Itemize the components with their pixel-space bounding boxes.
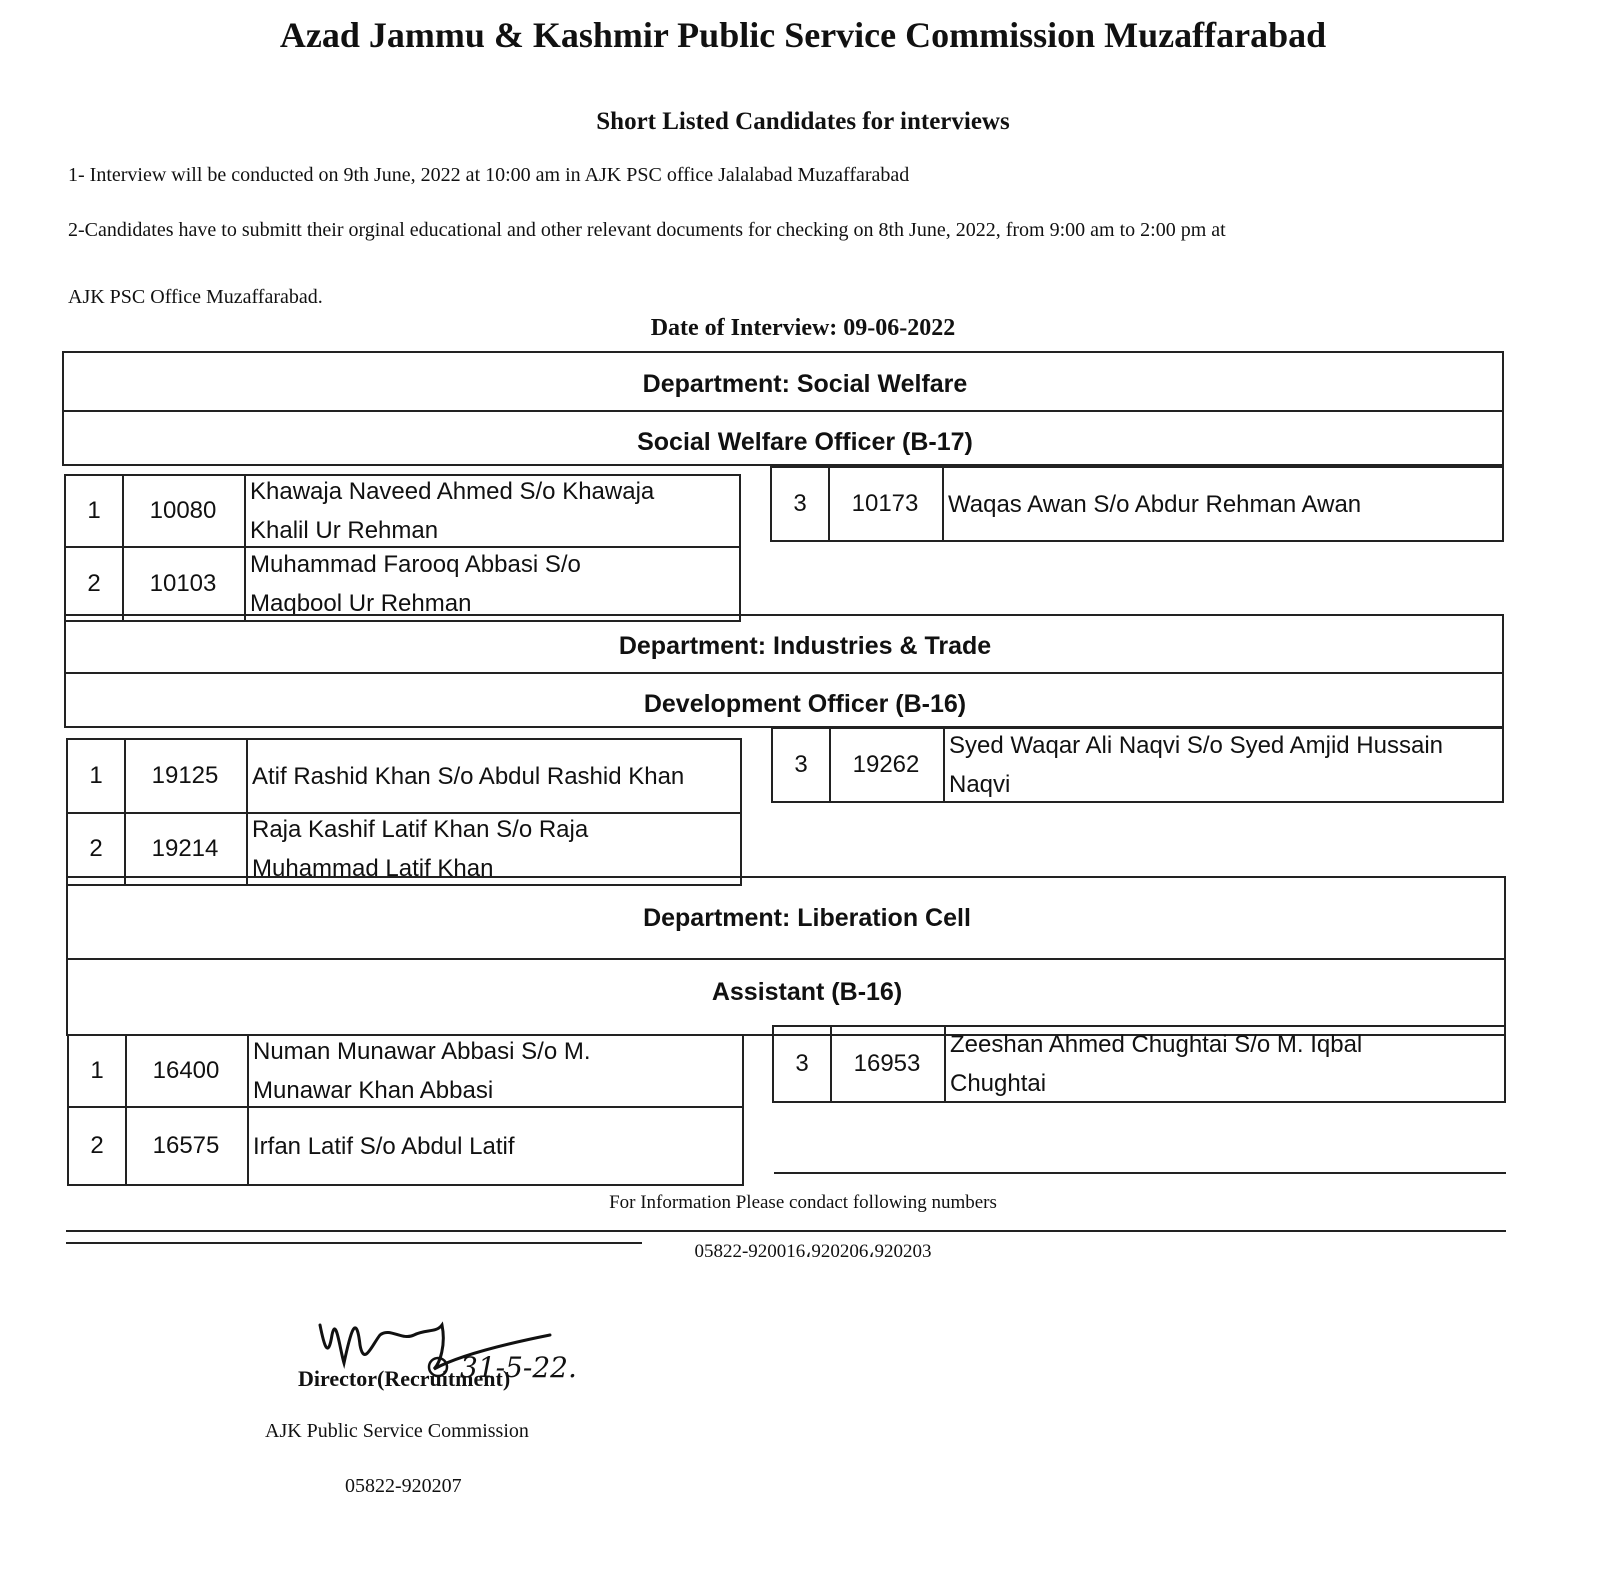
note-document-checking: 2-Candidates have to submitt their orginal educational and other relevant documents for checking on 8th June, 2022, from 9:00 am to 2:00 pm at xyxy=(68,219,1226,241)
page-subtitle: Short Listed Candidates for interviews xyxy=(596,108,1010,135)
signature-date: 31-5-22. xyxy=(460,1351,577,1384)
signatory-designation: Director(Recruitment) xyxy=(298,1366,511,1391)
roll-number: 10103 xyxy=(122,548,246,620)
candidate-row xyxy=(66,738,742,814)
candidate-name: Atif Rashid Khan S/o Abdul Rashid Khan xyxy=(252,762,685,790)
department-heading: Department: Social Welfare xyxy=(642,370,968,398)
roll-number: 16575 xyxy=(125,1108,249,1184)
page-title: Azad Jammu & Kashmir Public Service Commission Muzaffarabad xyxy=(279,15,1327,55)
section-header-frame xyxy=(66,876,1506,1036)
serial-number: 3 xyxy=(774,1027,832,1101)
roll-number: 16953 xyxy=(830,1027,946,1101)
serial-number: 2 xyxy=(66,548,124,620)
candidate-name: Waqas Awan S/o Abdur Rehman Awan xyxy=(948,490,1362,518)
department-heading: Department: Liberation Cell xyxy=(643,904,971,932)
post-heading: Social Welfare Officer (B-17) xyxy=(637,428,973,456)
roll-number: 19262 xyxy=(829,729,945,801)
divider xyxy=(774,1172,1506,1174)
candidate-row xyxy=(67,1106,744,1186)
serial-number: 2 xyxy=(68,814,126,884)
candidate-name: Numan Munawar Abbasi S/o M. Munawar Khan Abbasi xyxy=(253,1038,591,1104)
candidate-row xyxy=(64,546,741,622)
divider xyxy=(66,1230,1506,1232)
roll-number: 16400 xyxy=(125,1036,249,1106)
serial-number: 3 xyxy=(772,468,830,540)
contact-numbers: 05822-920016،920206،920203 xyxy=(694,1241,932,1262)
candidate-name: Khawaja Naveed Ahmed S/o Khawaja Khalil Ur Rehman xyxy=(250,478,655,544)
candidate-name: Raja Kashif Latif Khan S/o Raja Muhammad Latif Khan xyxy=(252,816,589,882)
candidate-name: Zeeshan Ahmed Chughtai S/o M. Iqbal Chughtai xyxy=(950,1031,1363,1097)
candidate-row xyxy=(771,727,1504,803)
candidate-name: Muhammad Farooq Abbasi S/o Maqbool Ur Rehman xyxy=(250,551,581,617)
serial-number: 2 xyxy=(69,1108,127,1184)
interview-date: Date of Interview: 09-06-2022 xyxy=(650,315,956,341)
serial-number: 3 xyxy=(773,729,831,801)
department-heading: Department: Industries & Trade xyxy=(618,632,992,660)
roll-number: 10080 xyxy=(122,476,246,546)
candidate-name: Irfan Latif S/o Abdul Latif xyxy=(253,1132,515,1160)
note-document-checking-continued: AJK PSC Office Muzaffarabad. xyxy=(68,286,323,308)
candidate-row xyxy=(772,1025,1506,1103)
note-interview-schedule: 1- Interview will be conducted on 9th June, 2022 at 10:00 am in AJK PSC office Jalalabad Muzaffarabad xyxy=(68,164,910,186)
candidate-row xyxy=(64,474,741,548)
divider xyxy=(66,958,1506,960)
info-text: For Information Please condact following numbers xyxy=(609,1192,997,1213)
candidate-row xyxy=(66,812,742,886)
serial-number: 1 xyxy=(66,476,124,546)
serial-number: 1 xyxy=(69,1036,127,1106)
candidate-name: Syed Waqar Ali Naqvi S/o Syed Amjid Hussain Naqvi xyxy=(949,732,1444,798)
organization-phone: 05822-920207 xyxy=(345,1475,462,1497)
roll-number: 10173 xyxy=(828,468,944,540)
post-heading: Assistant (B-16) xyxy=(711,978,903,1006)
divider xyxy=(62,410,1504,412)
roll-number: 19125 xyxy=(124,740,248,812)
post-heading: Development Officer (B-16) xyxy=(643,690,967,718)
organization-name: AJK Public Service Commission xyxy=(265,1420,529,1442)
roll-number: 19214 xyxy=(124,814,248,884)
divider xyxy=(64,672,1504,674)
candidate-row xyxy=(770,466,1504,542)
serial-number: 1 xyxy=(68,740,126,812)
candidate-row xyxy=(67,1034,744,1108)
